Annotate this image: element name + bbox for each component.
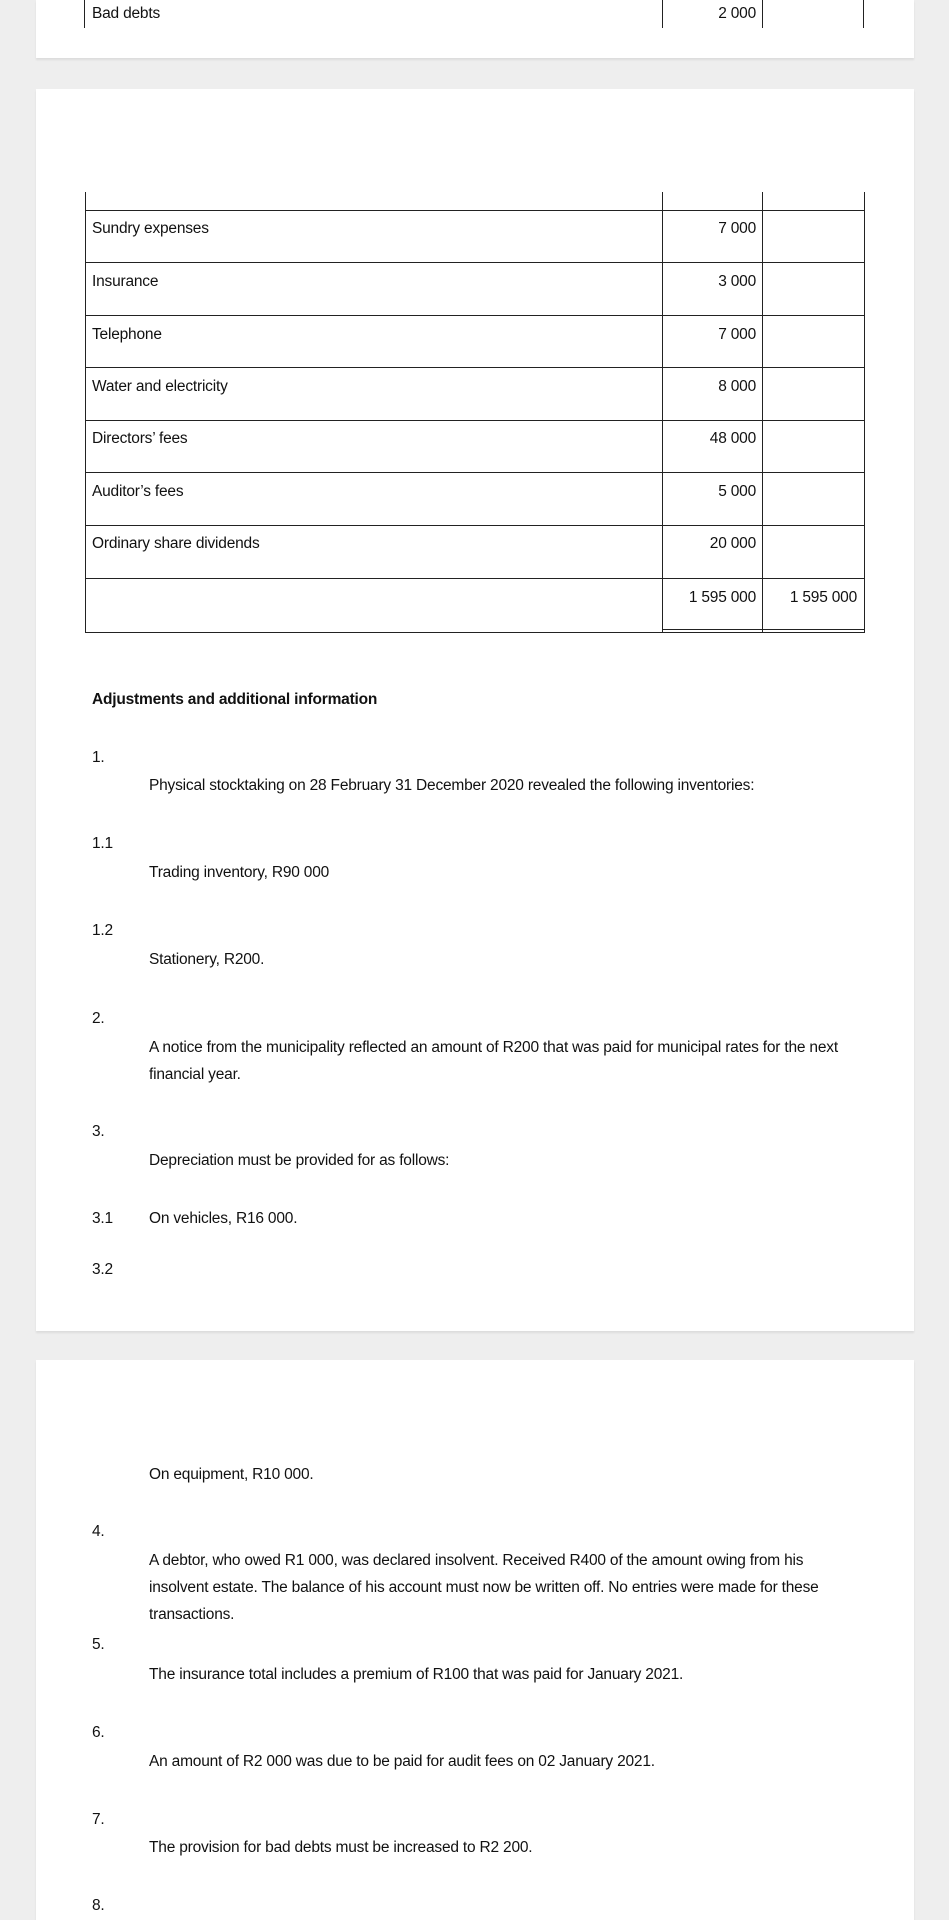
item-text: An amount of R2 000 was due to be paid for audit fees on 02 January 2021. — [149, 1753, 655, 1770]
account-label: Auditor’s fees — [92, 483, 184, 500]
document-page-2 — [36, 89, 914, 1331]
item-text: Stationery, R200. — [149, 951, 265, 968]
item-number: 6. — [92, 1724, 105, 1741]
debit-amount: 48 000 — [709, 430, 756, 447]
adjustments-heading: Adjustments and additional information — [92, 691, 378, 708]
item-number: 1.2 — [92, 922, 113, 939]
debit-amount: 3 000 — [718, 273, 756, 290]
debit-amount: 2 000 — [718, 5, 756, 22]
account-label: Directors’ fees — [92, 430, 188, 447]
table-border — [762, 0, 763, 28]
account-label: Insurance — [92, 273, 159, 290]
item-text: On equipment, R10 000. — [149, 1466, 314, 1483]
total-double-underline — [662, 629, 864, 630]
item-number: 3. — [92, 1123, 105, 1140]
debit-amount: 7 000 — [718, 326, 756, 343]
item-number: 7. — [92, 1811, 105, 1828]
item-text: On vehicles, R16 000. — [149, 1210, 298, 1227]
item-number: 1.1 — [92, 835, 113, 852]
item-text: A notice from the municipality reflected an amount of R200 that was paid for municipal rates for the next financial year. — [149, 1039, 838, 1083]
table-border — [864, 192, 865, 633]
account-label: Bad debts — [92, 5, 161, 22]
row-divider — [85, 262, 865, 263]
item-text: A debtor, who owed R1 000, was declared insolvent. Received R400 of the amount owing from his insolvent estate. The balance of his account must now be written off. No entries were made for these transactions. — [149, 1552, 819, 1623]
account-label: Ordinary share dividends — [92, 535, 260, 552]
account-label: Sundry expenses — [92, 220, 209, 237]
account-label: Water and electricity — [92, 378, 228, 395]
item-text: Depreciation must be provided for as follows: — [149, 1152, 450, 1169]
row-divider — [85, 525, 865, 526]
row-divider — [85, 472, 865, 473]
row-divider — [85, 367, 865, 368]
row-divider — [85, 210, 865, 211]
item-number: 2. — [92, 1010, 105, 1027]
item-text: Trading inventory, R90 000 — [149, 864, 330, 881]
item-text: The provision for bad debts must be increased to R2 200. — [149, 1839, 533, 1856]
item-number: 4. — [92, 1523, 105, 1540]
item-text: Physical stocktaking on 28 February 31 December 2020 revealed the following inventories: — [149, 777, 755, 794]
row-divider — [85, 632, 865, 633]
item-number: 8. — [92, 1897, 105, 1914]
item-number: 1. — [92, 749, 105, 766]
table-border — [863, 0, 864, 28]
table-border — [662, 0, 663, 28]
debit-amount: 20 000 — [709, 535, 756, 552]
item-number: 5. — [92, 1636, 105, 1653]
row-divider — [85, 578, 865, 579]
item-number: 3.2 — [92, 1261, 113, 1278]
debit-amount: 8 000 — [718, 378, 756, 395]
total-credit: 1 595 000 — [789, 589, 857, 606]
debit-amount: 5 000 — [718, 483, 756, 500]
total-debit: 1 595 000 — [688, 589, 756, 606]
row-divider — [85, 315, 865, 316]
table-border — [85, 192, 86, 633]
row-divider — [85, 420, 865, 421]
debit-amount: 7 000 — [718, 220, 756, 237]
item-number: 3.1 — [92, 1210, 113, 1227]
table-border — [84, 0, 85, 28]
document-page-1 — [36, 0, 914, 58]
table-border — [762, 192, 763, 633]
account-label: Telephone — [92, 326, 162, 343]
item-text: The insurance total includes a premium of R100 that was paid for January 2021. — [149, 1666, 684, 1683]
table-border — [662, 192, 663, 633]
